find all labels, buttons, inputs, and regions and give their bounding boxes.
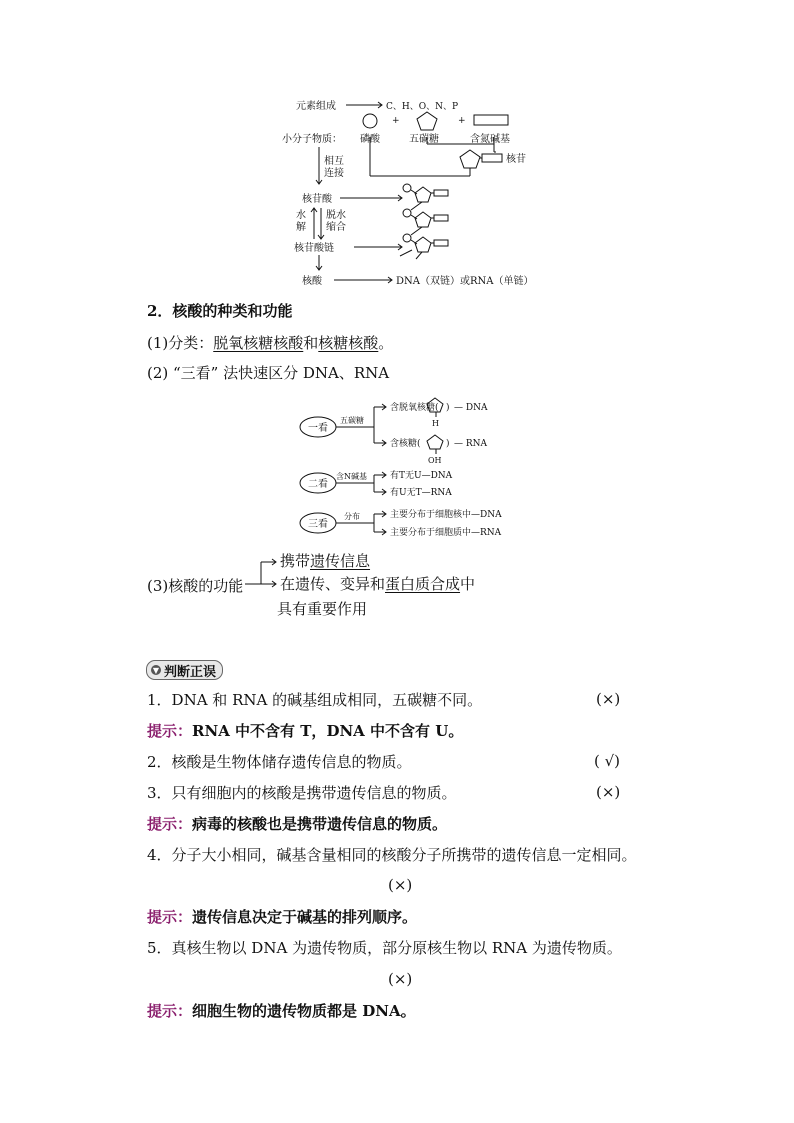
dna-result: — DNA — [454, 403, 488, 413]
question-5: 5．真核生物以 DNA 为遗传物质，部分原核生物以 RNA 为遗传物质。 — [147, 939, 622, 957]
nucleoside-label: 核苷 — [506, 154, 526, 165]
t-no-u: 有T无U—DNA — [390, 471, 453, 481]
nucleic-acid-label: 核酸 — [302, 276, 322, 287]
question-4: 4．分子大小相同，碱基含量相同的核酸分子所携带的遗传信息一定相同。 — [147, 846, 637, 864]
section-title: 2．核酸的种类和功能 — [147, 302, 293, 320]
hydrolysis-label: 水 — [296, 210, 306, 221]
question-3: 3．只有细胞内的核酸是携带遗传信息的物质。 — [147, 784, 457, 802]
answer-mark: (×) — [596, 690, 621, 708]
bracket: ) — [446, 403, 450, 413]
dehydration-label: 缩合 — [326, 222, 346, 233]
answer-mark: (×) — [596, 783, 621, 801]
chain-label: 核苷酸链 — [294, 243, 334, 254]
judge-badge — [146, 660, 223, 680]
deoxyribose-text: 含脱氧核糖( — [390, 403, 439, 413]
bracket: ) — [446, 439, 450, 449]
hint-label: 提示： — [147, 722, 193, 740]
hint-5 — [147, 1001, 416, 1021]
rna-result: — RNA — [454, 439, 488, 449]
question-1: 1．DNA 和 RNA 的碱基组成相同，五碳糖不同。 — [147, 691, 483, 709]
hint-3 — [147, 814, 447, 834]
look2-criterion: 含N碱基 — [336, 472, 367, 481]
answer-mark: (×) — [388, 876, 413, 894]
nucleus-distribution: 主要分布于细胞核中—DNA — [390, 510, 502, 520]
ribose-text: 含核糖( — [390, 439, 421, 449]
function-item-2-cont: 具有重要作用 — [277, 600, 368, 618]
look3-criterion: 分布 — [344, 512, 360, 521]
function-item-2 — [280, 573, 475, 594]
h-atom: H — [432, 419, 439, 428]
function-text: 中 — [460, 575, 476, 593]
hydrolysis-label: 解 — [296, 222, 306, 233]
dna-name: 脱氧核糖核酸 — [213, 334, 304, 352]
small-molecule-label: 小分子物质： — [282, 134, 342, 145]
look1-label: 一看 — [308, 423, 328, 434]
answer-mark: (×) — [388, 970, 413, 988]
answer-mark: ( √) — [594, 752, 621, 770]
function-keyword: 遗传信息 — [310, 552, 371, 570]
nucleic-acid-composition-diagram — [280, 92, 550, 292]
hint-4 — [147, 907, 417, 927]
look3-label: 三看 — [308, 519, 328, 530]
hint-text: 遗传信息决定于碱基的排列顺序。 — [192, 908, 418, 926]
hint-label: 提示： — [147, 1002, 193, 1020]
plus-sign: + — [458, 116, 466, 126]
function-block — [147, 548, 507, 620]
hint-label: 提示： — [147, 815, 193, 833]
elements-label: 元素组成 — [296, 101, 336, 112]
classification-prefix: (1)分类： — [147, 334, 214, 352]
function-keyword: 蛋白质合成 — [385, 575, 461, 593]
rna-name: 核糖核酸 — [318, 334, 379, 352]
badge-label: 判断正误 — [164, 664, 217, 680]
phosphate-label: 磷酸 — [360, 134, 380, 145]
and-text: 和 — [303, 334, 319, 352]
function-text: 携带 — [280, 552, 311, 570]
hint-text: 细胞生物的遗传物质都是 DNA。 — [192, 1002, 416, 1020]
function-bracket — [245, 552, 281, 596]
function-item-1 — [280, 550, 370, 571]
nucleotide-label: 核苷酸 — [302, 194, 332, 205]
plus-sign: + — [392, 116, 400, 126]
period: 。 — [378, 334, 394, 352]
oh-group: OH — [428, 456, 442, 465]
elements-value: C、H、O、N、P — [386, 102, 459, 112]
u-no-t: 有U无T—RNA — [390, 488, 452, 498]
result-label: DNA（双链）或RNA（单链） — [396, 276, 534, 287]
chevron-down-icon: ▼ — [152, 665, 160, 675]
look2-label: 二看 — [308, 479, 328, 490]
hint-text: RNA 中不含有 T，DNA 中不含有 U。 — [192, 722, 464, 740]
hint-text: 病毒的核酸也是携带遗传信息的物质。 — [192, 815, 448, 833]
hint-1 — [147, 721, 463, 741]
classification-line — [147, 333, 393, 353]
pentose-label: 五碳糖 — [409, 134, 439, 145]
connect-label: 连接 — [324, 168, 344, 179]
three-looks-title: (2) “三看” 法快速区分 DNA、RNA — [147, 364, 390, 382]
hint-label: 提示： — [147, 908, 193, 926]
function-label: (3)核酸的功能 — [147, 577, 244, 595]
dehydration-label: 脱水 — [326, 210, 346, 221]
question-2: 2．核酸是生物体储存遗传信息的物质。 — [147, 753, 412, 771]
look1-criterion: 五碳糖 — [340, 416, 364, 425]
base-label: 含氮碱基 — [470, 134, 510, 145]
three-looks-diagram — [296, 393, 536, 543]
cytoplasm-distribution: 主要分布于细胞质中—RNA — [390, 528, 502, 538]
function-text: 在遗传、变异和 — [280, 575, 386, 593]
connect-label: 相互 — [324, 156, 344, 167]
